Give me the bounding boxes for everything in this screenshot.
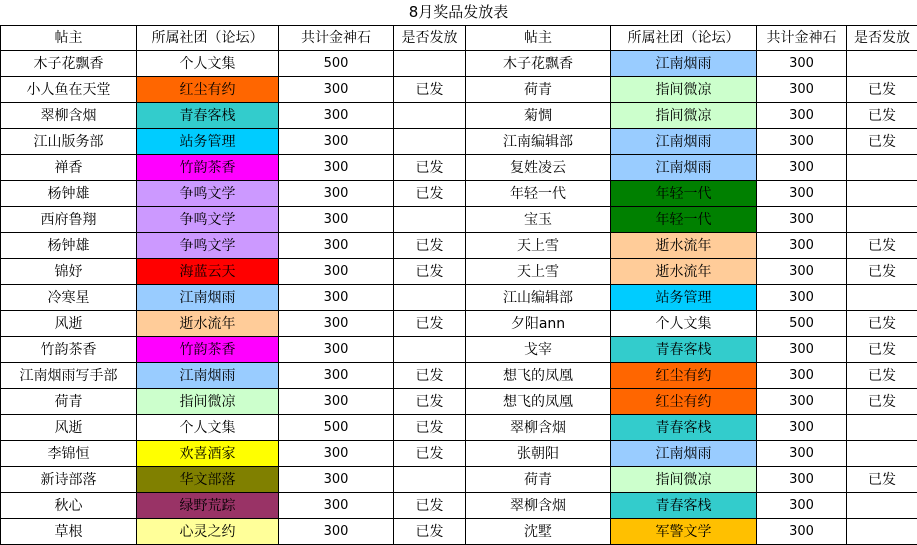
issued-cell[interactable]: 已发 xyxy=(394,441,466,467)
issued-cell[interactable]: 已发 xyxy=(847,337,917,363)
issued-cell[interactable] xyxy=(847,415,917,441)
club-cell[interactable]: 青春客栈 xyxy=(611,337,757,363)
table-row xyxy=(1,363,917,389)
stones-cell[interactable]: 500 xyxy=(279,415,394,441)
issued-cell[interactable]: 已发 xyxy=(394,363,466,389)
issued-cell[interactable]: 已发 xyxy=(847,233,917,259)
stones-cell[interactable]: 300 xyxy=(757,493,847,519)
table-row xyxy=(1,415,917,441)
header-club[interactable]: 所属社团（论坛） xyxy=(137,26,279,51)
table-row xyxy=(1,259,917,285)
club-cell[interactable]: 逝水流年 xyxy=(611,233,757,259)
club-cell[interactable]: 指间微凉 xyxy=(611,467,757,493)
club-cell[interactable]: 青春客栈 xyxy=(137,103,279,129)
stones-cell[interactable]: 300 xyxy=(757,441,847,467)
stones-cell[interactable]: 500 xyxy=(279,51,394,77)
issued-cell[interactable] xyxy=(847,493,917,519)
poster-cell[interactable]: 杨钟雄 xyxy=(1,233,137,259)
issued-cell[interactable] xyxy=(847,155,917,181)
club-cell[interactable]: 江南烟雨 xyxy=(611,155,757,181)
issued-cell[interactable] xyxy=(847,51,917,77)
club-cell[interactable]: 华文部落 xyxy=(137,467,279,493)
club-cell[interactable]: 红尘有约 xyxy=(137,77,279,103)
issued-cell[interactable] xyxy=(394,285,466,311)
club-cell[interactable]: 逝水流年 xyxy=(611,259,757,285)
stones-cell[interactable]: 300 xyxy=(279,467,394,493)
stones-cell[interactable]: 300 xyxy=(757,363,847,389)
table-row xyxy=(1,441,917,467)
issued-cell[interactable]: 已发 xyxy=(847,467,917,493)
table-row xyxy=(1,181,917,207)
header-issued-2[interactable]: 是否发放 xyxy=(847,26,917,51)
issued-cell[interactable] xyxy=(847,181,917,207)
table-row xyxy=(1,207,917,233)
issued-cell[interactable] xyxy=(847,441,917,467)
club-cell[interactable]: 青春客栈 xyxy=(611,415,757,441)
poster-cell[interactable]: 小人鱼在天堂 xyxy=(1,77,137,103)
header-club-2[interactable]: 所属社团（论坛） xyxy=(611,26,757,51)
table-row xyxy=(1,77,917,103)
sheet-title: 8月奖品发放表 xyxy=(0,0,917,25)
stones-cell[interactable]: 300 xyxy=(279,155,394,181)
club-cell[interactable]: 江南烟雨 xyxy=(137,363,279,389)
table-row xyxy=(1,285,917,311)
stones-cell[interactable]: 300 xyxy=(757,415,847,441)
issued-cell[interactable]: 已发 xyxy=(394,519,466,545)
club-cell[interactable]: 站务管理 xyxy=(137,129,279,155)
issued-cell[interactable]: 已发 xyxy=(847,103,917,129)
poster-cell[interactable]: 冷寒星 xyxy=(1,285,137,311)
issued-cell[interactable] xyxy=(847,519,917,545)
issued-cell[interactable] xyxy=(394,51,466,77)
table-row xyxy=(1,337,917,363)
issued-cell[interactable]: 已发 xyxy=(847,129,917,155)
poster-cell[interactable]: 杨钟雄 xyxy=(1,181,137,207)
table-row xyxy=(1,311,917,337)
stones-cell[interactable]: 300 xyxy=(279,103,394,129)
poster-cell[interactable]: 沈墅 xyxy=(466,519,611,545)
club-cell[interactable]: 海蓝云天 xyxy=(137,259,279,285)
poster-cell[interactable]: 木子花飘香 xyxy=(1,51,137,77)
poster-cell[interactable]: 荷青 xyxy=(466,467,611,493)
stones-cell[interactable]: 300 xyxy=(757,181,847,207)
poster-cell[interactable]: 锦妤 xyxy=(1,259,137,285)
issued-cell[interactable]: 已发 xyxy=(394,181,466,207)
club-cell[interactable]: 红尘有约 xyxy=(611,389,757,415)
club-cell[interactable]: 竹韵茶香 xyxy=(137,337,279,363)
issued-cell[interactable] xyxy=(394,467,466,493)
table-row xyxy=(1,51,917,77)
poster-cell[interactable]: 新诗部落 xyxy=(1,467,137,493)
stones-cell[interactable]: 300 xyxy=(757,519,847,545)
stones-cell[interactable]: 300 xyxy=(279,337,394,363)
stones-cell[interactable]: 300 xyxy=(279,519,394,545)
stones-cell[interactable]: 300 xyxy=(757,389,847,415)
stones-cell[interactable]: 300 xyxy=(757,233,847,259)
issued-cell[interactable] xyxy=(394,207,466,233)
poster-cell[interactable]: 戈宰 xyxy=(466,337,611,363)
club-cell[interactable]: 江南烟雨 xyxy=(611,129,757,155)
club-cell[interactable]: 红尘有约 xyxy=(611,363,757,389)
header-issued[interactable]: 是否发放 xyxy=(394,26,466,51)
table-row xyxy=(1,129,917,155)
table-row xyxy=(1,155,917,181)
stones-cell[interactable]: 300 xyxy=(757,103,847,129)
stones-cell[interactable]: 300 xyxy=(279,181,394,207)
stones-cell[interactable]: 300 xyxy=(279,207,394,233)
issued-cell[interactable]: 已发 xyxy=(847,311,917,337)
stones-cell[interactable]: 300 xyxy=(279,389,394,415)
stones-cell[interactable]: 300 xyxy=(279,129,394,155)
club-cell[interactable]: 绿野荒踪 xyxy=(137,493,279,519)
poster-cell[interactable]: 草根 xyxy=(1,519,137,545)
table-header-row xyxy=(1,26,917,51)
stones-cell[interactable]: 300 xyxy=(279,77,394,103)
issued-cell[interactable]: 已发 xyxy=(394,259,466,285)
issued-cell[interactable]: 已发 xyxy=(847,77,917,103)
club-cell[interactable]: 个人文集 xyxy=(137,415,279,441)
stones-cell[interactable]: 300 xyxy=(279,311,394,337)
issued-cell[interactable]: 已发 xyxy=(847,389,917,415)
poster-cell[interactable]: 木子花飘香 xyxy=(466,51,611,77)
poster-cell[interactable]: 荷青 xyxy=(1,389,137,415)
club-cell[interactable]: 争鸣文学 xyxy=(137,207,279,233)
issued-cell[interactable]: 已发 xyxy=(394,415,466,441)
table-row xyxy=(1,233,917,259)
stones-cell[interactable]: 300 xyxy=(279,285,394,311)
club-cell[interactable]: 心灵之约 xyxy=(137,519,279,545)
issued-cell[interactable]: 已发 xyxy=(394,311,466,337)
table-row xyxy=(1,103,917,129)
stones-cell[interactable]: 300 xyxy=(757,337,847,363)
issued-cell[interactable]: 已发 xyxy=(394,155,466,181)
club-cell[interactable]: 军警文学 xyxy=(611,519,757,545)
table-row xyxy=(1,519,917,545)
club-cell[interactable]: 江南烟雨 xyxy=(137,285,279,311)
stones-cell[interactable]: 300 xyxy=(757,207,847,233)
poster-cell[interactable]: 翠柳含烟 xyxy=(466,415,611,441)
poster-cell[interactable]: 夕阳ann xyxy=(466,311,611,337)
club-cell[interactable]: 站务管理 xyxy=(611,285,757,311)
club-cell[interactable]: 指间微凉 xyxy=(137,389,279,415)
issued-cell[interactable]: 已发 xyxy=(394,233,466,259)
issued-cell[interactable] xyxy=(847,207,917,233)
stones-cell[interactable]: 300 xyxy=(757,129,847,155)
stones-cell[interactable]: 300 xyxy=(279,363,394,389)
poster-cell[interactable]: 江南编辑部 xyxy=(466,129,611,155)
poster-cell[interactable]: 张朝阳 xyxy=(466,441,611,467)
stones-cell[interactable]: 300 xyxy=(757,51,847,77)
club-cell[interactable]: 逝水流年 xyxy=(137,311,279,337)
issued-cell[interactable] xyxy=(394,129,466,155)
club-cell[interactable]: 个人文集 xyxy=(137,51,279,77)
club-cell[interactable]: 争鸣文学 xyxy=(137,233,279,259)
poster-cell[interactable]: 菊惆 xyxy=(466,103,611,129)
table-row xyxy=(1,389,917,415)
issued-cell[interactable]: 已发 xyxy=(394,493,466,519)
club-cell[interactable]: 指间微凉 xyxy=(611,103,757,129)
stones-cell[interactable]: 300 xyxy=(757,467,847,493)
issued-cell[interactable] xyxy=(847,285,917,311)
club-cell[interactable]: 青春客栈 xyxy=(611,493,757,519)
poster-cell[interactable]: 天上雪 xyxy=(466,259,611,285)
poster-cell[interactable]: 风逝 xyxy=(1,415,137,441)
poster-cell[interactable]: 秋心 xyxy=(1,493,137,519)
club-cell[interactable]: 个人文集 xyxy=(611,311,757,337)
issued-cell[interactable] xyxy=(394,337,466,363)
stones-cell[interactable]: 300 xyxy=(757,77,847,103)
poster-cell[interactable]: 禅香 xyxy=(1,155,137,181)
stones-cell[interactable]: 300 xyxy=(757,259,847,285)
club-cell[interactable]: 江南烟雨 xyxy=(611,51,757,77)
stones-cell[interactable]: 300 xyxy=(279,259,394,285)
poster-cell[interactable]: 宝玉 xyxy=(466,207,611,233)
club-cell[interactable]: 欢喜酒家 xyxy=(137,441,279,467)
poster-cell[interactable]: 风逝 xyxy=(1,311,137,337)
issued-cell[interactable]: 已发 xyxy=(394,77,466,103)
header-poster-2[interactable]: 帖主 xyxy=(466,26,611,51)
poster-cell[interactable]: 翠柳含烟 xyxy=(1,103,137,129)
header-stones-2[interactable]: 共计金神石 xyxy=(757,26,847,51)
issued-cell[interactable]: 已发 xyxy=(847,363,917,389)
table-row xyxy=(1,493,917,519)
club-cell[interactable]: 指间微凉 xyxy=(611,77,757,103)
stones-cell[interactable]: 300 xyxy=(279,441,394,467)
poster-cell[interactable]: 江山版务部 xyxy=(1,129,137,155)
stones-cell[interactable]: 500 xyxy=(757,311,847,337)
award-table xyxy=(0,25,917,545)
poster-cell[interactable]: 想飞的凤凰 xyxy=(466,389,611,415)
club-cell[interactable]: 年轻一代 xyxy=(611,207,757,233)
poster-cell[interactable]: 翠柳含烟 xyxy=(466,493,611,519)
poster-cell[interactable]: 荷青 xyxy=(466,77,611,103)
stones-cell[interactable]: 300 xyxy=(279,493,394,519)
club-cell[interactable]: 江南烟雨 xyxy=(611,441,757,467)
header-poster[interactable]: 帖主 xyxy=(1,26,137,51)
poster-cell[interactable]: 江南烟雨写手部 xyxy=(1,363,137,389)
issued-cell[interactable] xyxy=(394,103,466,129)
issued-cell[interactable]: 已发 xyxy=(847,259,917,285)
club-cell[interactable]: 争鸣文学 xyxy=(137,181,279,207)
stones-cell[interactable]: 300 xyxy=(279,233,394,259)
poster-cell[interactable]: 西府鲁翔 xyxy=(1,207,137,233)
stones-cell[interactable]: 300 xyxy=(757,285,847,311)
poster-cell[interactable]: 复姓凌云 xyxy=(466,155,611,181)
poster-cell[interactable]: 江山编辑部 xyxy=(466,285,611,311)
poster-cell[interactable]: 想飞的凤凰 xyxy=(466,363,611,389)
poster-cell[interactable]: 竹韵茶香 xyxy=(1,337,137,363)
stones-cell[interactable]: 300 xyxy=(757,155,847,181)
issued-cell[interactable]: 已发 xyxy=(394,389,466,415)
poster-cell[interactable]: 年轻一代 xyxy=(466,181,611,207)
header-stones[interactable]: 共计金神石 xyxy=(279,26,394,51)
poster-cell[interactable]: 李锦恒 xyxy=(1,441,137,467)
poster-cell[interactable]: 天上雪 xyxy=(466,233,611,259)
club-cell[interactable]: 年轻一代 xyxy=(611,181,757,207)
table-row xyxy=(1,467,917,493)
club-cell[interactable]: 竹韵茶香 xyxy=(137,155,279,181)
